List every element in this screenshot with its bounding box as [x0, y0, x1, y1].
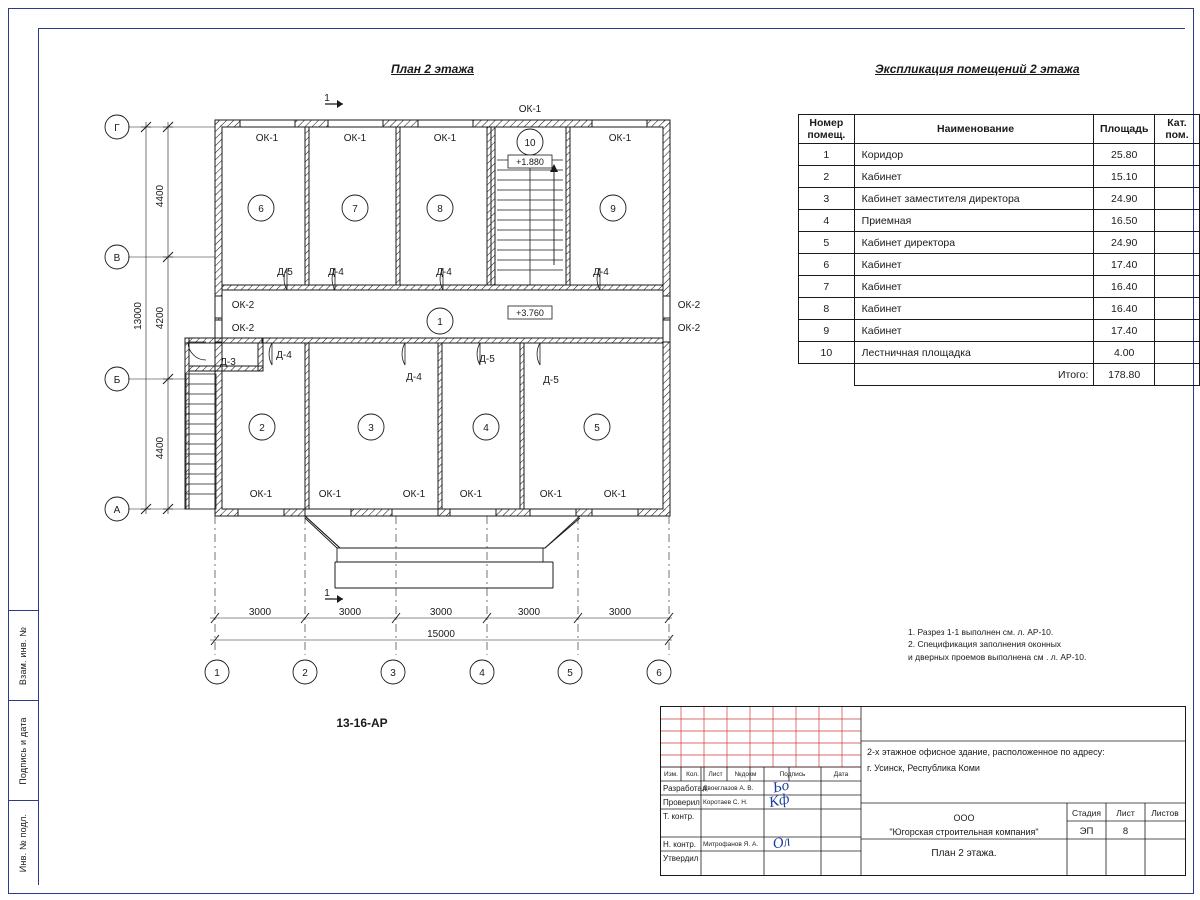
- note-line-1: 1. Разрез 1-1 выполнен см. л. АР-10.: [908, 627, 1054, 637]
- note-line-3: и дверных проемов выполнена см . л. АР-10.: [908, 651, 1087, 662]
- axis-label-a: А: [113, 505, 121, 516]
- tb-name-checker: Коротаев С. Н.: [703, 798, 748, 806]
- cell-room-area: 4.00: [1094, 342, 1155, 364]
- cell-room-name: Кабинет: [854, 254, 1094, 276]
- header-room-number-line2: помещ.: [807, 129, 846, 141]
- window-label-ok2: ОК-2: [231, 323, 255, 334]
- dim-total-13000: 13000: [133, 302, 144, 330]
- room-number-1: 1: [437, 317, 443, 328]
- door-label-d4: Д-4: [276, 350, 292, 361]
- sheets-value: [1145, 823, 1185, 839]
- door-label-d4: Д-4: [328, 267, 344, 278]
- door-label-d4: Д-4: [406, 372, 422, 383]
- tb-col-ndok: №докм: [734, 770, 757, 778]
- axis-label-1: 1: [214, 668, 220, 679]
- object-name-line2: г. Усинск, Республика Коми: [867, 763, 980, 773]
- tb-role-ncontrol: Н. контр.: [663, 839, 697, 849]
- header-room-number-line1: Номер: [809, 117, 844, 129]
- cell-room-area: 24.90: [1094, 188, 1155, 210]
- stage-label: Стадия: [1072, 807, 1101, 818]
- axis-label-2: 2: [302, 668, 308, 679]
- window-label-ok2: ОК-2: [677, 323, 701, 334]
- door-label-d5: Д-5: [277, 267, 293, 278]
- cell-room-number: 2: [799, 166, 855, 188]
- cell-room-number: 1: [799, 144, 855, 166]
- window-label-ok1: ОК-1: [608, 133, 632, 144]
- dim-3000: 3000: [517, 607, 541, 618]
- room-number-10: 10: [524, 138, 536, 149]
- tb-col-list: Лист: [708, 770, 723, 778]
- header-category-line1: Кат.: [1167, 117, 1187, 129]
- cell-room-area: 24.90: [1094, 232, 1155, 254]
- window-label-ok2: ОК-2: [231, 300, 255, 311]
- cell-room-name: Коридор: [854, 144, 1094, 166]
- door-label-d4: Д-4: [436, 267, 452, 278]
- cell-room-area: 17.40: [1094, 320, 1155, 342]
- sheets-label: Листов: [1151, 807, 1179, 818]
- cell-room-number: 5: [799, 232, 855, 254]
- stage-value: ЭП: [1079, 825, 1094, 837]
- tb-role-checker: Проверил: [663, 797, 700, 807]
- section-mark-bottom: 1: [324, 588, 330, 599]
- cell-room-area: 16.40: [1094, 276, 1155, 298]
- cell-room-number: 9: [799, 320, 855, 342]
- room-number-6: 6: [258, 204, 264, 215]
- note-line-2: 2. Спецификация заполнения оконных: [908, 639, 1062, 650]
- cell-room-area: 17.40: [1094, 254, 1155, 276]
- window-label-ok1: ОК-1: [459, 489, 483, 500]
- signature-developer: Ьо: [771, 777, 791, 797]
- axis-label-5: 5: [567, 668, 573, 679]
- tb-role-tcontrol: Т. контр.: [663, 811, 695, 821]
- tb-name-tcontrol: [703, 809, 765, 823]
- dim-3000: 3000: [248, 607, 272, 618]
- tb-role-developer: Разработал: [663, 783, 707, 793]
- axis-label-4: 4: [479, 668, 485, 679]
- axis-label-6: 6: [656, 668, 662, 679]
- window-label-ok1: ОК-1: [255, 133, 279, 144]
- window-label-ok1: ОК-1: [249, 489, 273, 500]
- signature-ncontrol: Ол: [771, 833, 792, 853]
- cell-room-name: Лестничная площадка: [854, 342, 1094, 364]
- cell-room-number: 6: [799, 254, 855, 276]
- axis-label-g: Г: [114, 123, 120, 134]
- cell-room-name: Кабинет: [854, 276, 1094, 298]
- signature-checker: Кф: [767, 791, 791, 811]
- window-label-ok1: ОК-1: [318, 489, 342, 500]
- left-margin-label: Взам. инв. №: [18, 626, 29, 686]
- dim-3000: 3000: [338, 607, 362, 618]
- dim-3000: 3000: [429, 607, 453, 618]
- tb-col-izm: Изм.: [664, 770, 678, 778]
- tb-name-developer: Двоеглазов А. В.: [703, 784, 754, 792]
- room-number-2: 2: [259, 423, 265, 434]
- sheet-value: 8: [1122, 825, 1129, 837]
- dim-3000: 3000: [608, 607, 632, 618]
- window-label-ok1: ОК-1: [343, 133, 367, 144]
- cell-room-name: Кабинет директора: [854, 232, 1094, 254]
- window-label-ok2: ОК-2: [677, 300, 701, 311]
- left-margin-label: Инв. № подл.: [18, 813, 28, 873]
- cell-room-number: 10: [799, 342, 855, 364]
- header-area: Площадь: [1094, 115, 1155, 144]
- door-label-d5: Д-5: [543, 375, 559, 386]
- dim-total-15000: 15000: [427, 629, 455, 640]
- door-label-d3: Д-3: [220, 357, 236, 368]
- window-label-ok1: ОК-1: [539, 489, 563, 500]
- cell-room-area: 16.40: [1094, 298, 1155, 320]
- explication-title: Экспликация помещений 2 этажа: [875, 62, 1080, 76]
- door-label-d5: Д-5: [479, 354, 495, 365]
- window-label-ok1: ОК-1: [518, 104, 542, 115]
- dim-4400: 4400: [155, 436, 166, 460]
- cell-room-number: 4: [799, 210, 855, 232]
- axis-label-3: 3: [390, 668, 396, 679]
- cell-room-name: Кабинет: [854, 320, 1094, 342]
- dim-4400: 4400: [155, 184, 166, 208]
- cell-room-name: Приемная: [854, 210, 1094, 232]
- window-label-ok1: ОК-1: [603, 489, 627, 500]
- tb-role-approver: Утвердил: [663, 853, 699, 863]
- tb-col-data: Дата: [833, 770, 849, 778]
- section-mark-top: 1: [324, 93, 330, 104]
- header-name: Наименование: [854, 115, 1094, 144]
- company-line1: ООО: [953, 813, 975, 823]
- axis-label-b: Б: [113, 375, 121, 386]
- plan-title: План 2 этажа: [391, 62, 474, 76]
- project-code: 13-16-АР: [336, 716, 388, 730]
- room-number-5: 5: [594, 423, 600, 434]
- cell-room-name: Кабинет: [854, 298, 1094, 320]
- window-label-ok1: ОК-1: [402, 489, 426, 500]
- level-mark-1880: +1.880: [516, 157, 544, 167]
- cell-room-name: Кабинет: [854, 166, 1094, 188]
- header-category-line2: пом.: [1165, 129, 1189, 141]
- tb-col-kol: Кол.: [686, 770, 699, 778]
- room-number-8: 8: [437, 204, 443, 215]
- dim-4200: 4200: [155, 306, 166, 330]
- cell-room-area: 16.50: [1094, 210, 1155, 232]
- tb-col-podpis: Подпись: [779, 770, 806, 778]
- cell-room-name: Кабинет заместителя директора: [854, 188, 1094, 210]
- drawing-notes: [908, 626, 1086, 663]
- object-name-line1: 2-х этажное офисное здание, расположенное по адресу:: [867, 747, 1105, 757]
- cell-room-number: 3: [799, 188, 855, 210]
- axis-label-v: В: [113, 253, 121, 264]
- room-number-3: 3: [368, 423, 374, 434]
- total-area: 178.80: [1094, 364, 1155, 386]
- room-number-4: 4: [483, 423, 489, 434]
- tb-name-approver: [703, 851, 765, 865]
- drawing-name: План 2 этажа.: [931, 847, 997, 859]
- door-label-d4: Д-4: [593, 267, 609, 278]
- cell-room-number: 8: [799, 298, 855, 320]
- cell-room-number: 7: [799, 276, 855, 298]
- cell-room-area: 25.80: [1094, 144, 1155, 166]
- company-line2: "Югорская строительная компания": [889, 827, 1039, 837]
- sheet-label: Лист: [1116, 807, 1135, 818]
- room-number-9: 9: [610, 204, 616, 215]
- level-mark-3760: +3.760: [516, 308, 544, 318]
- tb-name-ncontrol: Митрофанов Я. А.: [703, 840, 759, 848]
- room-number-7: 7: [352, 204, 358, 215]
- left-margin-label: Подпись и дата: [18, 717, 29, 785]
- total-label: Итого:: [854, 364, 1094, 386]
- title-block: [660, 706, 1186, 876]
- window-label-ok1: ОК-1: [433, 133, 457, 144]
- cell-room-area: 15.10: [1094, 166, 1155, 188]
